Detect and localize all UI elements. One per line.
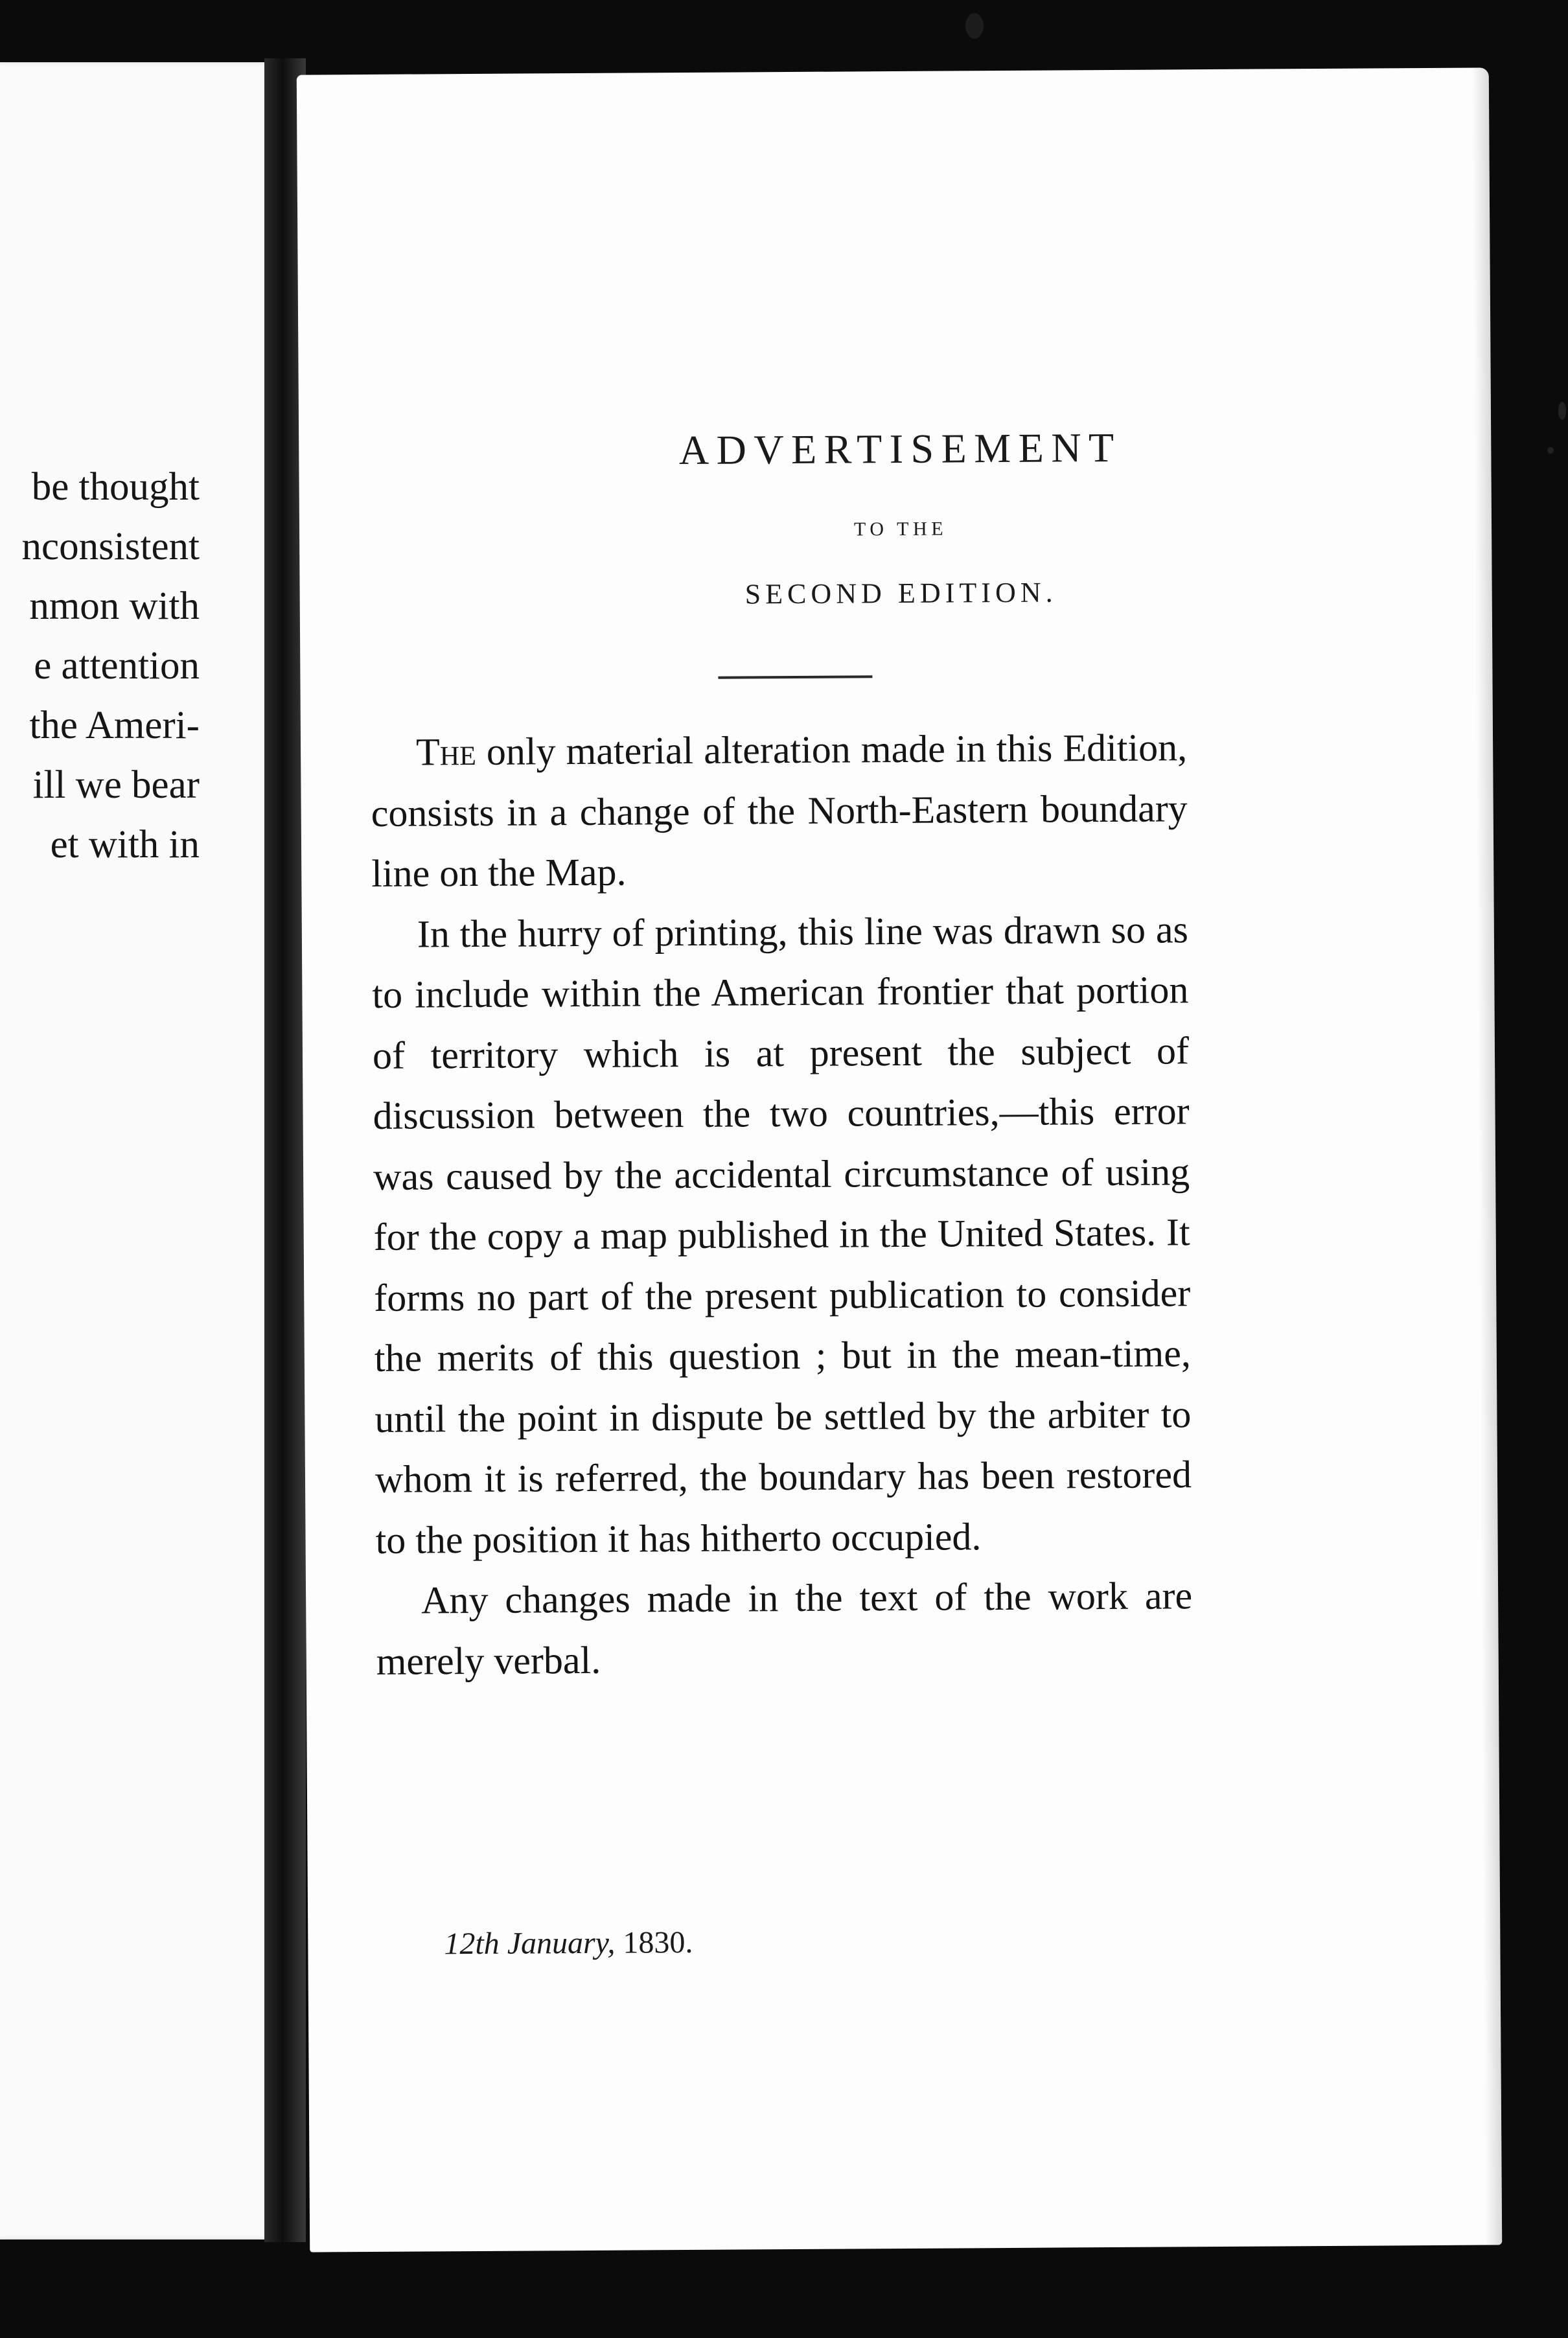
previous-line: ill we bear <box>32 763 200 807</box>
advertisement-body <box>371 717 1193 1692</box>
date-line <box>444 1925 693 1962</box>
previous-line: e attention <box>34 644 200 688</box>
paragraph-text: Any changes made in the text of the work are merely verbal. <box>376 1574 1193 1683</box>
paragraph-text: only material alteration made in this Edition, consists in a change of the North-Eastern boundary line on the Map. <box>371 726 1188 895</box>
page-edge-shadow <box>1472 67 1503 2245</box>
previous-line: nconsistent <box>21 525 200 568</box>
previous-line: nmon with <box>29 584 200 628</box>
date-year: 1830. <box>623 1925 693 1960</box>
page-subtitle: TO THE <box>853 518 948 540</box>
paragraph <box>376 1566 1193 1692</box>
scan-speck <box>965 13 984 39</box>
date-month: January, <box>507 1925 616 1961</box>
scan-speck <box>1558 402 1566 420</box>
previous-line: be thought <box>31 465 200 509</box>
paragraph-text: In the hurry of printing, this line was drawn so as to include within the American frontier that portion of territory which is at present the subject of discussion between the two countries,—this error was caused by the accidental circumstance of using for the copy a map published in the United States. It forms no part of the present publication to consider the merits of this question ; but in the mean-time, until the point in dispute be settled by the arbiter to whom it is referred, the boundary has been restored to the position it has hitherto occupied. <box>372 907 1192 1562</box>
scan-speck <box>1547 447 1554 454</box>
paragraph <box>371 717 1188 904</box>
divider-rule <box>718 675 872 678</box>
paragraph <box>372 899 1192 1571</box>
edition-heading: SECOND EDITION. <box>744 576 1057 610</box>
advertisement-page <box>297 67 1502 2252</box>
page-title: ADVERTISEMENT <box>678 424 1122 474</box>
previous-line: et with in <box>50 823 200 866</box>
date-day: 12th <box>444 1926 500 1962</box>
paragraph-lead: The <box>415 730 476 774</box>
previous-page-text <box>0 457 200 875</box>
previous-line: the Ameri- <box>29 704 200 747</box>
previous-page <box>0 62 272 2240</box>
